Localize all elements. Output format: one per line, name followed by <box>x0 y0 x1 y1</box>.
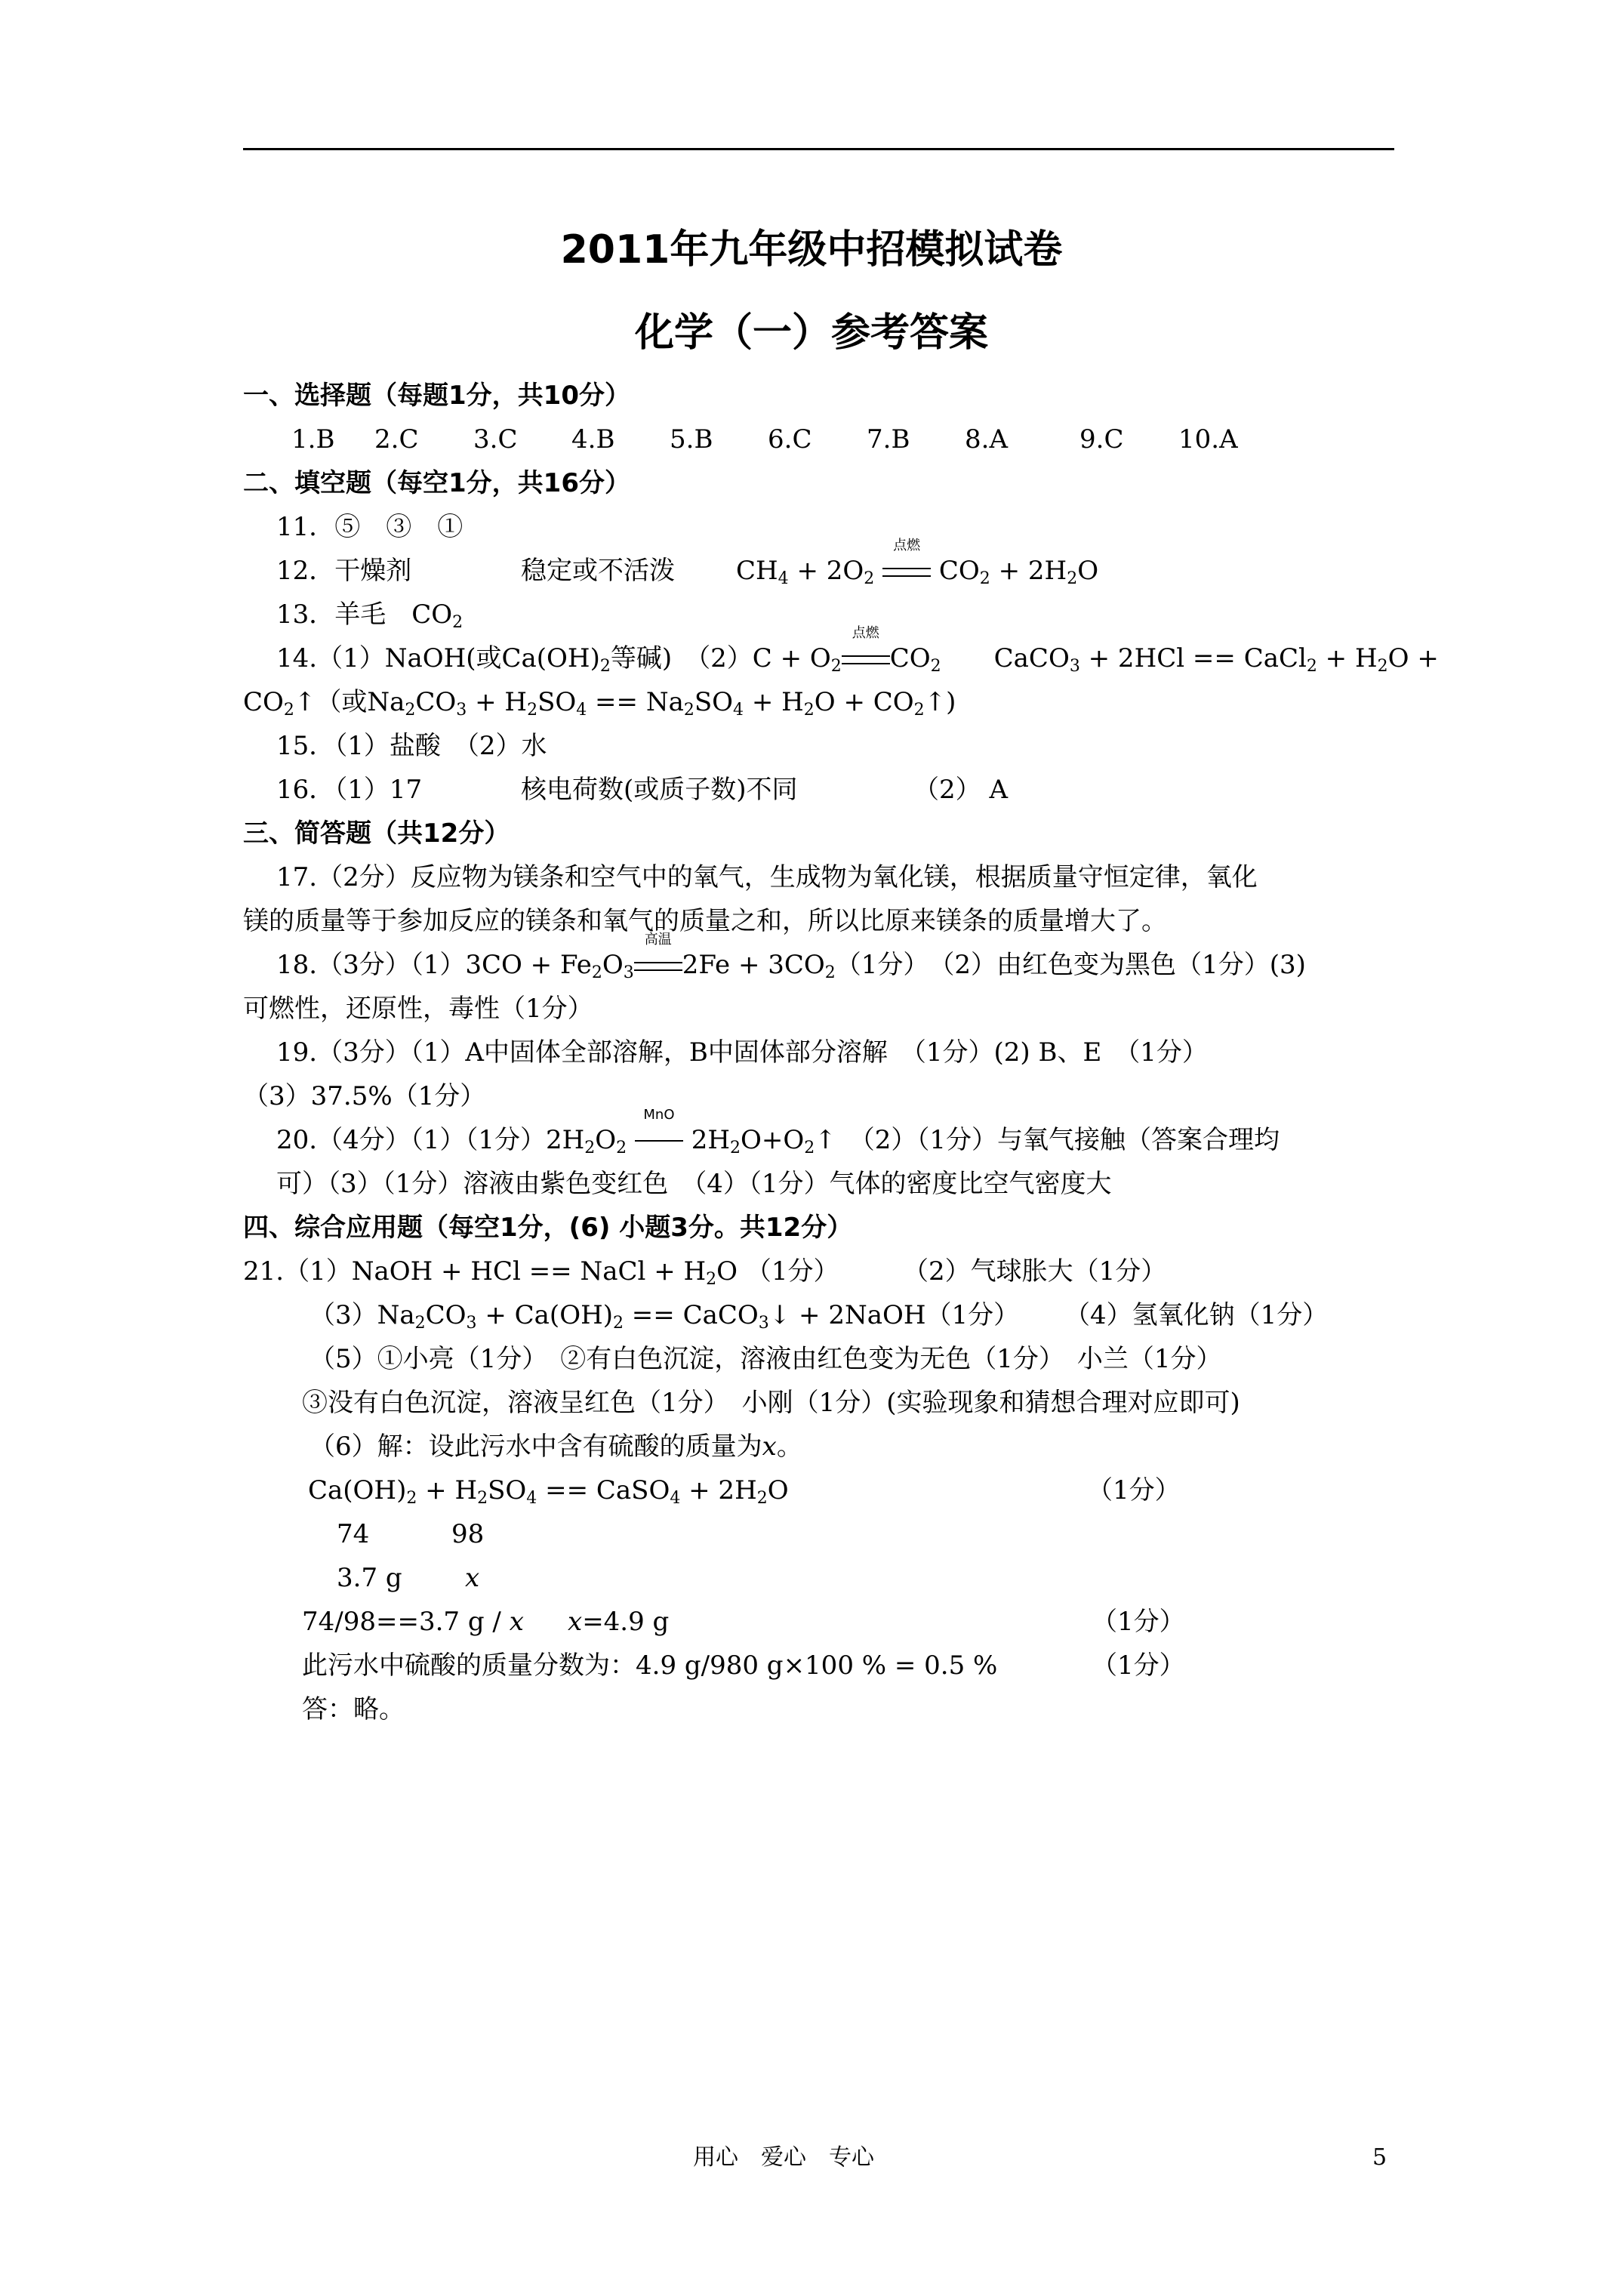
answer-18-line1: 18.（3分）$(1)3CO + Fe_2O_3$ 高温 $2Fe + 3CO_2(1$分） （2）由红色变为黑色（1分）(3) <box>276 932 1306 982</box>
answer-21-part1: 21.（1）NaOH + HCl == NaCl + $H_2O$ （1分） <box>243 1256 839 1289</box>
answer-21-part4: （4）氢氧化钠（1分） <box>1064 1300 1329 1330</box>
ratio-equation: 74/98==3.7 g / x <box>302 1607 524 1637</box>
section-heading-fill: 二、填空题（每空1分，共16分） <box>243 468 630 498</box>
answer-16-reason: 核电荷数(或质子数)不同 <box>521 775 798 805</box>
answer-3: 3.C <box>473 424 518 455</box>
answer-11: 11．⑤ ③ ① <box>276 512 463 542</box>
answer-15: 15．（1）盐酸 （2）水 <box>276 731 547 761</box>
final-answer: 答：略。 <box>302 1694 405 1724</box>
page-subtitle: 化学（一）参考答案 <box>634 310 988 356</box>
answer-19-line1: 19.（3分）（1）A中固体全部溶解，B中固体部分溶解 （1分）(2) B、E （1分） <box>276 1037 1208 1068</box>
answer-21-part6-intro: （6）解：设此污水中含有硫酸的质量为x。 <box>310 1432 802 1462</box>
answer-14-line2: $CO_2↑$（或$Na_2CO_3 + H_2SO_4 == Na_2SO_4 + H_2O$ + $CO_2↑$) <box>243 687 956 720</box>
answer-7: 7.B <box>867 424 910 455</box>
answer-8: 8.A <box>965 424 1008 455</box>
header-rule <box>243 148 1394 150</box>
answer-12-desiccant: 12．干燥剂 <box>276 556 412 586</box>
section-heading-choice: 一、选择题（每题1分，共10分） <box>243 381 630 411</box>
mass-caoh2: 3.7 g <box>337 1563 402 1593</box>
answer-16-count: 16．（1）17 <box>276 775 423 805</box>
answer-17-line2: 镁的质量等于参加反应的镁条和氧气的质量之和，所以比原来镁条的质量增大了。 <box>243 906 1167 936</box>
section-heading-short: 三、简答题（共12分） <box>243 818 510 849</box>
answer-14-line1: 14.（1）NaOH(或$Ca(OH)_2$等碱) $(2)C + O_2$ 点燃 $CO_2$ CaCO$_3$ + 2HCl == CaCl$_2$ + $H_2O$ + <box>276 625 1439 676</box>
answer-1: 1.B <box>291 424 335 455</box>
page-number: 5 <box>1372 2144 1387 2171</box>
answer-16-choice: （2） A <box>913 775 1008 805</box>
answer-17-line1: 17.（2分）反应物为镁条和空气中的氧气，生成物为氧化镁，根据质量守恒定律，氧化 <box>276 862 1258 892</box>
answer-19-line2: （3）37.5%（1分） <box>243 1081 486 1111</box>
answer-9: 9.C <box>1079 424 1124 455</box>
mass-fraction-score: （1分） <box>1092 1650 1185 1681</box>
neutralization-equation: $Ca(OH)_2 + H_2SO_4$ == CaSO$_4$ + $2H_2O$ <box>308 1475 789 1508</box>
answer-10: 10.A <box>1178 424 1238 455</box>
answer-20-line2: 可）（3）（1分）溶液由紫色变红色 （4）（1分）气体的密度比空气密度大 <box>276 1169 1112 1199</box>
answer-2: 2.C <box>374 424 419 455</box>
mass-fraction: 此污水中硫酸的质量分数为：4.9 g/980 g×100 % = 0.5 % <box>302 1650 998 1681</box>
page-title: 2011年九年级中招模拟试卷 <box>560 227 1063 273</box>
answer-5: 5.B <box>670 424 713 455</box>
ratio-result: x=4.9 g <box>568 1607 670 1637</box>
answer-12-stable: 稳定或不活泼 <box>521 556 675 586</box>
mass-unknown: x <box>465 1563 480 1593</box>
answer-21-part5-line2: ③没有白色沉淀，溶液呈红色（1分） 小刚（1分）(实验现象和猜想合理对应即可) <box>302 1388 1240 1418</box>
answer-21-part2: （2）气球胀大（1分） <box>903 1256 1167 1287</box>
section-heading-comprehensive: 四、综合应用题（每空1分，(6) 小题3分。共12分） <box>243 1213 853 1243</box>
footer-motto: 用心 爱心 专心 <box>693 2144 874 2171</box>
molar-mass-caoh2: 74 <box>337 1519 370 1549</box>
molar-mass-h2so4: 98 <box>451 1519 485 1549</box>
answer-12-equation: $CH_4 + 2O_2$ 点燃 $CO_2 + 2H_2O$ <box>736 538 1099 588</box>
equation-score: （1分） <box>1087 1475 1181 1505</box>
ratio-score: （1分） <box>1092 1607 1185 1637</box>
answer-18-line2: 可燃性，还原性，毒性（1分） <box>243 994 593 1024</box>
answer-21-part3: $(3)Na_2CO_3 + Ca(OH)_2$ == CaCO$_3$↓ + 2NaOH（1分） <box>310 1300 1020 1333</box>
answer-20-line1: 20.（4分）（1）（1分）$2H_2O_2$ MnO $2H_2O+O_2↑$ （2）（1分）与氧气接触（答案合理均 <box>276 1107 1280 1157</box>
answer-13: 13．羊毛 $CO_2$ <box>276 599 463 632</box>
answer-6: 6.C <box>768 424 812 455</box>
answer-4: 4.B <box>571 424 615 455</box>
answer-21-part5-line1: （5）①小亮（1分） ②有白色沉淀，溶液由红色变为无色（1分） 小兰（1分） <box>310 1344 1222 1374</box>
